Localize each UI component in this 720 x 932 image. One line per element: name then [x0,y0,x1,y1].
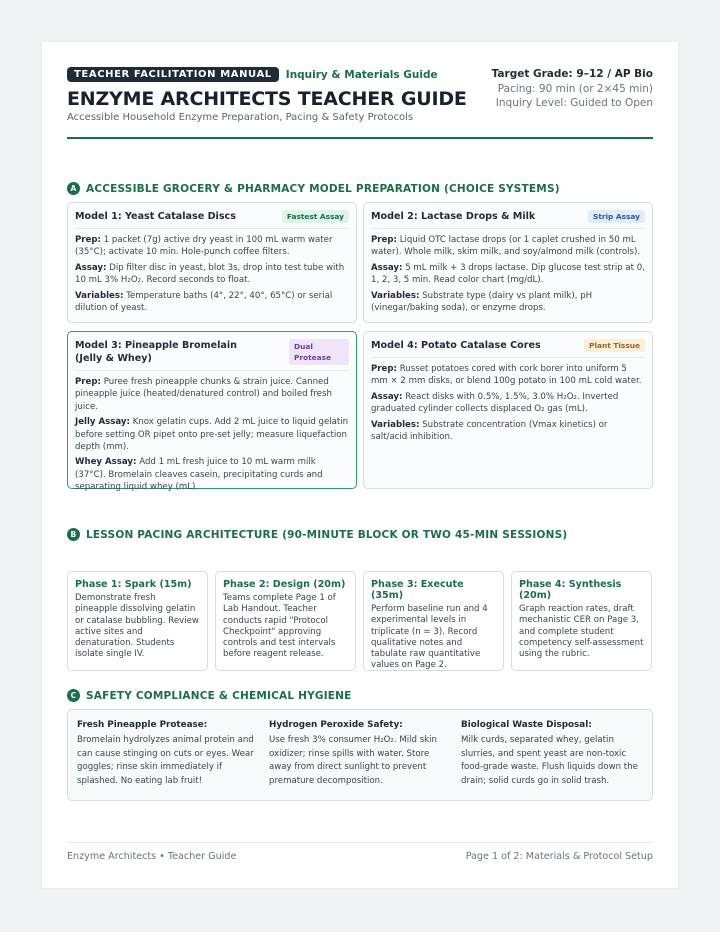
document-page [42,42,678,888]
safety-title: Hydrogen Peroxide Safety: [269,720,403,730]
pacing-info: Pacing: 90 min (or 2×45 min) [497,82,653,95]
line-text: 5 mL milk + 3 drops lactase. Dip glucose test strip at 0, 1, 2, 3, 5 min. Read color chart (mg/dL). [371,262,645,286]
model-line [75,456,349,493]
safety-title: Biological Waste Disposal: [461,720,592,730]
phase-text: Teams complete Page 1 of Lab Handout. Teacher conducts rapid "Protocol Checkpoint" approving controls and test intervals before reagent release. [223,593,336,660]
header-meta [492,67,653,111]
page-footer [67,842,653,862]
line-text: 1 packet (7g) active dry yeast in 100 mL warm water (35°C); activate 10 min. Hole-punch coffee filters. [75,235,333,258]
section-c-heading: SAFETY COMPLIANCE & CHEMICAL HYGIENE [86,689,352,702]
model-badge: Plant Tissue [584,339,645,352]
safety-panel [67,709,653,801]
safety-title: Fresh Pineapple Protease: [77,720,208,730]
model-line [75,262,349,287]
safety-column-3 [461,720,641,788]
line-text: Liquid OTC lactase drops (or 1 caplet crushed in 50 mL water). Whole milk, skim milk, and soy/almond milk (controls). [371,235,641,258]
safety-text: Bromelain hydrolyzes animal protein and can cause stinging on cuts or eyes. Wear goggles; rinse skin immediately if splashed. No eating lab fruit! [77,735,254,786]
model-badge: Strip Assay [588,210,645,223]
model-line [75,290,349,315]
section-b-letter: B [67,528,80,541]
line-label: Variables: [371,290,420,301]
model-card-header [75,339,349,371]
line-label: Prep: [371,364,397,374]
target-grade: Target Grade: 9–12 / AP Bio [491,68,653,80]
section-a-heading: ACCESSIBLE GROCERY & PHARMACY MODEL PREPARATION (CHOICE SYSTEMS) [86,182,560,195]
model-card-header [371,339,645,358]
phase-card-4 [511,571,652,671]
manual-badge: TEACHER FACILITATION MANUAL [67,67,279,82]
model-title: Model 3: Pineapple Bromelain (Jelly & Whey) [75,340,238,364]
phase-text: Perform baseline run and 4 experimental levels in triplicate (n = 3). Record qualitative notes and tabulate raw quantitative values on Page 2. [371,604,488,671]
footer-left: Enzyme Architects • Teacher Guide [67,851,237,862]
page-title: ENZYME ARCHITECTS TEACHER GUIDE [67,88,467,110]
safety-text: Milk curds, separated whey, gelatin slurries, and spent yeast are non-toxic food-grade waste. Flush liquids down the drain; solid curds go in solid trash. [461,735,638,786]
model-card-4 [363,331,653,489]
section-b-heading: LESSON PACING ARCHITECTURE (90-MINUTE BLOCK OR TWO 45-MIN SESSIONS) [86,528,568,541]
section-c-letter: C [67,689,80,702]
model-badge: Fastest Assay [282,210,349,223]
model-line [75,234,349,259]
phase-title: Phase 2: Design (20m) [223,579,346,590]
footer-right: Page 1 of 2: Materials & Protocol Setup [465,851,653,862]
line-label: Variables: [371,419,420,430]
phase-title: Phase 4: Synthesis (20m) [519,579,622,601]
model-card-1 [67,202,357,323]
section-c-title [67,689,352,702]
safety-text: Use fresh 3% consumer H₂O₂. Mild skin oxidizer; rinse spills with water. Store away from direct sunlight to prevent premature decomposition. [269,735,437,786]
line-label: Prep: [75,377,101,387]
inquiry-level: Inquiry Level: Guided to Open [495,97,653,109]
model-line [371,419,645,444]
line-text: Substrate concentration (Vmax kinetics) or salt/acid inhibition. [371,419,608,443]
line-label: Prep: [371,235,397,245]
page-content [67,67,653,888]
model-card-3 [67,331,357,493]
model-title: Model 4: Potato Catalase Cores [371,340,541,351]
safety-column-2 [269,720,449,788]
phase-card-1 [67,571,208,671]
badge-row [67,67,467,82]
line-label: Assay: [75,262,107,273]
safety-column-1 [77,720,257,788]
line-text: Knox gelatin cups. Add 2 mL juice to liquid gelatin before setting OR pipet onto pre-set jelly; measure liquefaction depth (mm). [75,417,349,453]
model-line [371,234,645,259]
line-text: React disks with 0.5%, 1.5%, 3.0% H₂O₂. Inverted graduated cylinder collects displaced O₂ gas (mL). [371,391,619,415]
line-text: Add 1 mL fresh juice to 10 mL warm milk (37°C). Bromelain cleaves casein, precipitating curds and separating liquid whey (mL). [75,457,323,493]
line-text: Dip filter disc in yeast, blot 3s, drop into test tube with 10 mL 3% H₂O₂. Record seconds to float. [75,262,345,286]
line-label: Assay: [371,391,403,402]
header-left [67,67,467,123]
header [67,67,653,139]
section-a-letter: A [67,182,80,195]
model-title: Model 1: Yeast Catalase Discs [75,211,236,222]
phase-title: Phase 3: Execute (35m) [371,579,464,601]
phase-text: Demonstrate fresh pineapple dissolving gelatin or catalase bubbling. Review active sites and denaturation. Students isolate single IV. [75,593,199,660]
model-line [75,376,349,413]
page-subtitle: Accessible Household Enzyme Preparation, Pacing & Safety Protocols [67,112,414,123]
phase-card-3 [363,571,504,671]
line-label: Jelly Assay: [75,417,130,428]
model-line [75,416,349,453]
line-text: Russet potatoes cored with cork borer into uniform 5 mm × 2 mm disks, or blend 100g potato in 100 mL cold water. [371,364,642,387]
model-line [371,290,645,315]
line-label: Variables: [75,290,124,301]
model-card-header [75,210,349,229]
phase-title: Phase 1: Spark (15m) [75,579,192,590]
model-title: Model 2: Lactase Drops & Milk [371,211,536,222]
phase-card-2 [215,571,356,671]
model-line [371,363,645,388]
model-badge: Dual Protease [289,339,349,365]
line-label: Assay: [371,262,403,273]
line-text: Temperature baths (4°, 22°, 40°, 65°C) or serial dilution of yeast. [75,290,333,314]
line-text: Puree fresh pineapple chunks & strain juice. Canned pineapple juice (heated/denatured control) and boiled fresh juice. [75,377,332,412]
line-label: Whey Assay: [75,457,137,468]
model-card-2 [363,202,653,323]
phase-text: Graph reaction rates, draft mechanistic CER on Page 3, and complete student competency self-assessment using the rubric. [519,604,644,660]
model-line [371,262,645,287]
section-b-title [67,528,567,541]
section-a-title [67,182,560,195]
model-line [371,391,645,416]
guide-tag: Inquiry & Materials Guide [285,68,438,81]
line-label: Prep: [75,235,101,245]
model-card-header [371,210,645,229]
line-text: Substrate type (dairy vs plant milk), pH (vinegar/baking soda), or enzyme drops. [371,290,593,314]
